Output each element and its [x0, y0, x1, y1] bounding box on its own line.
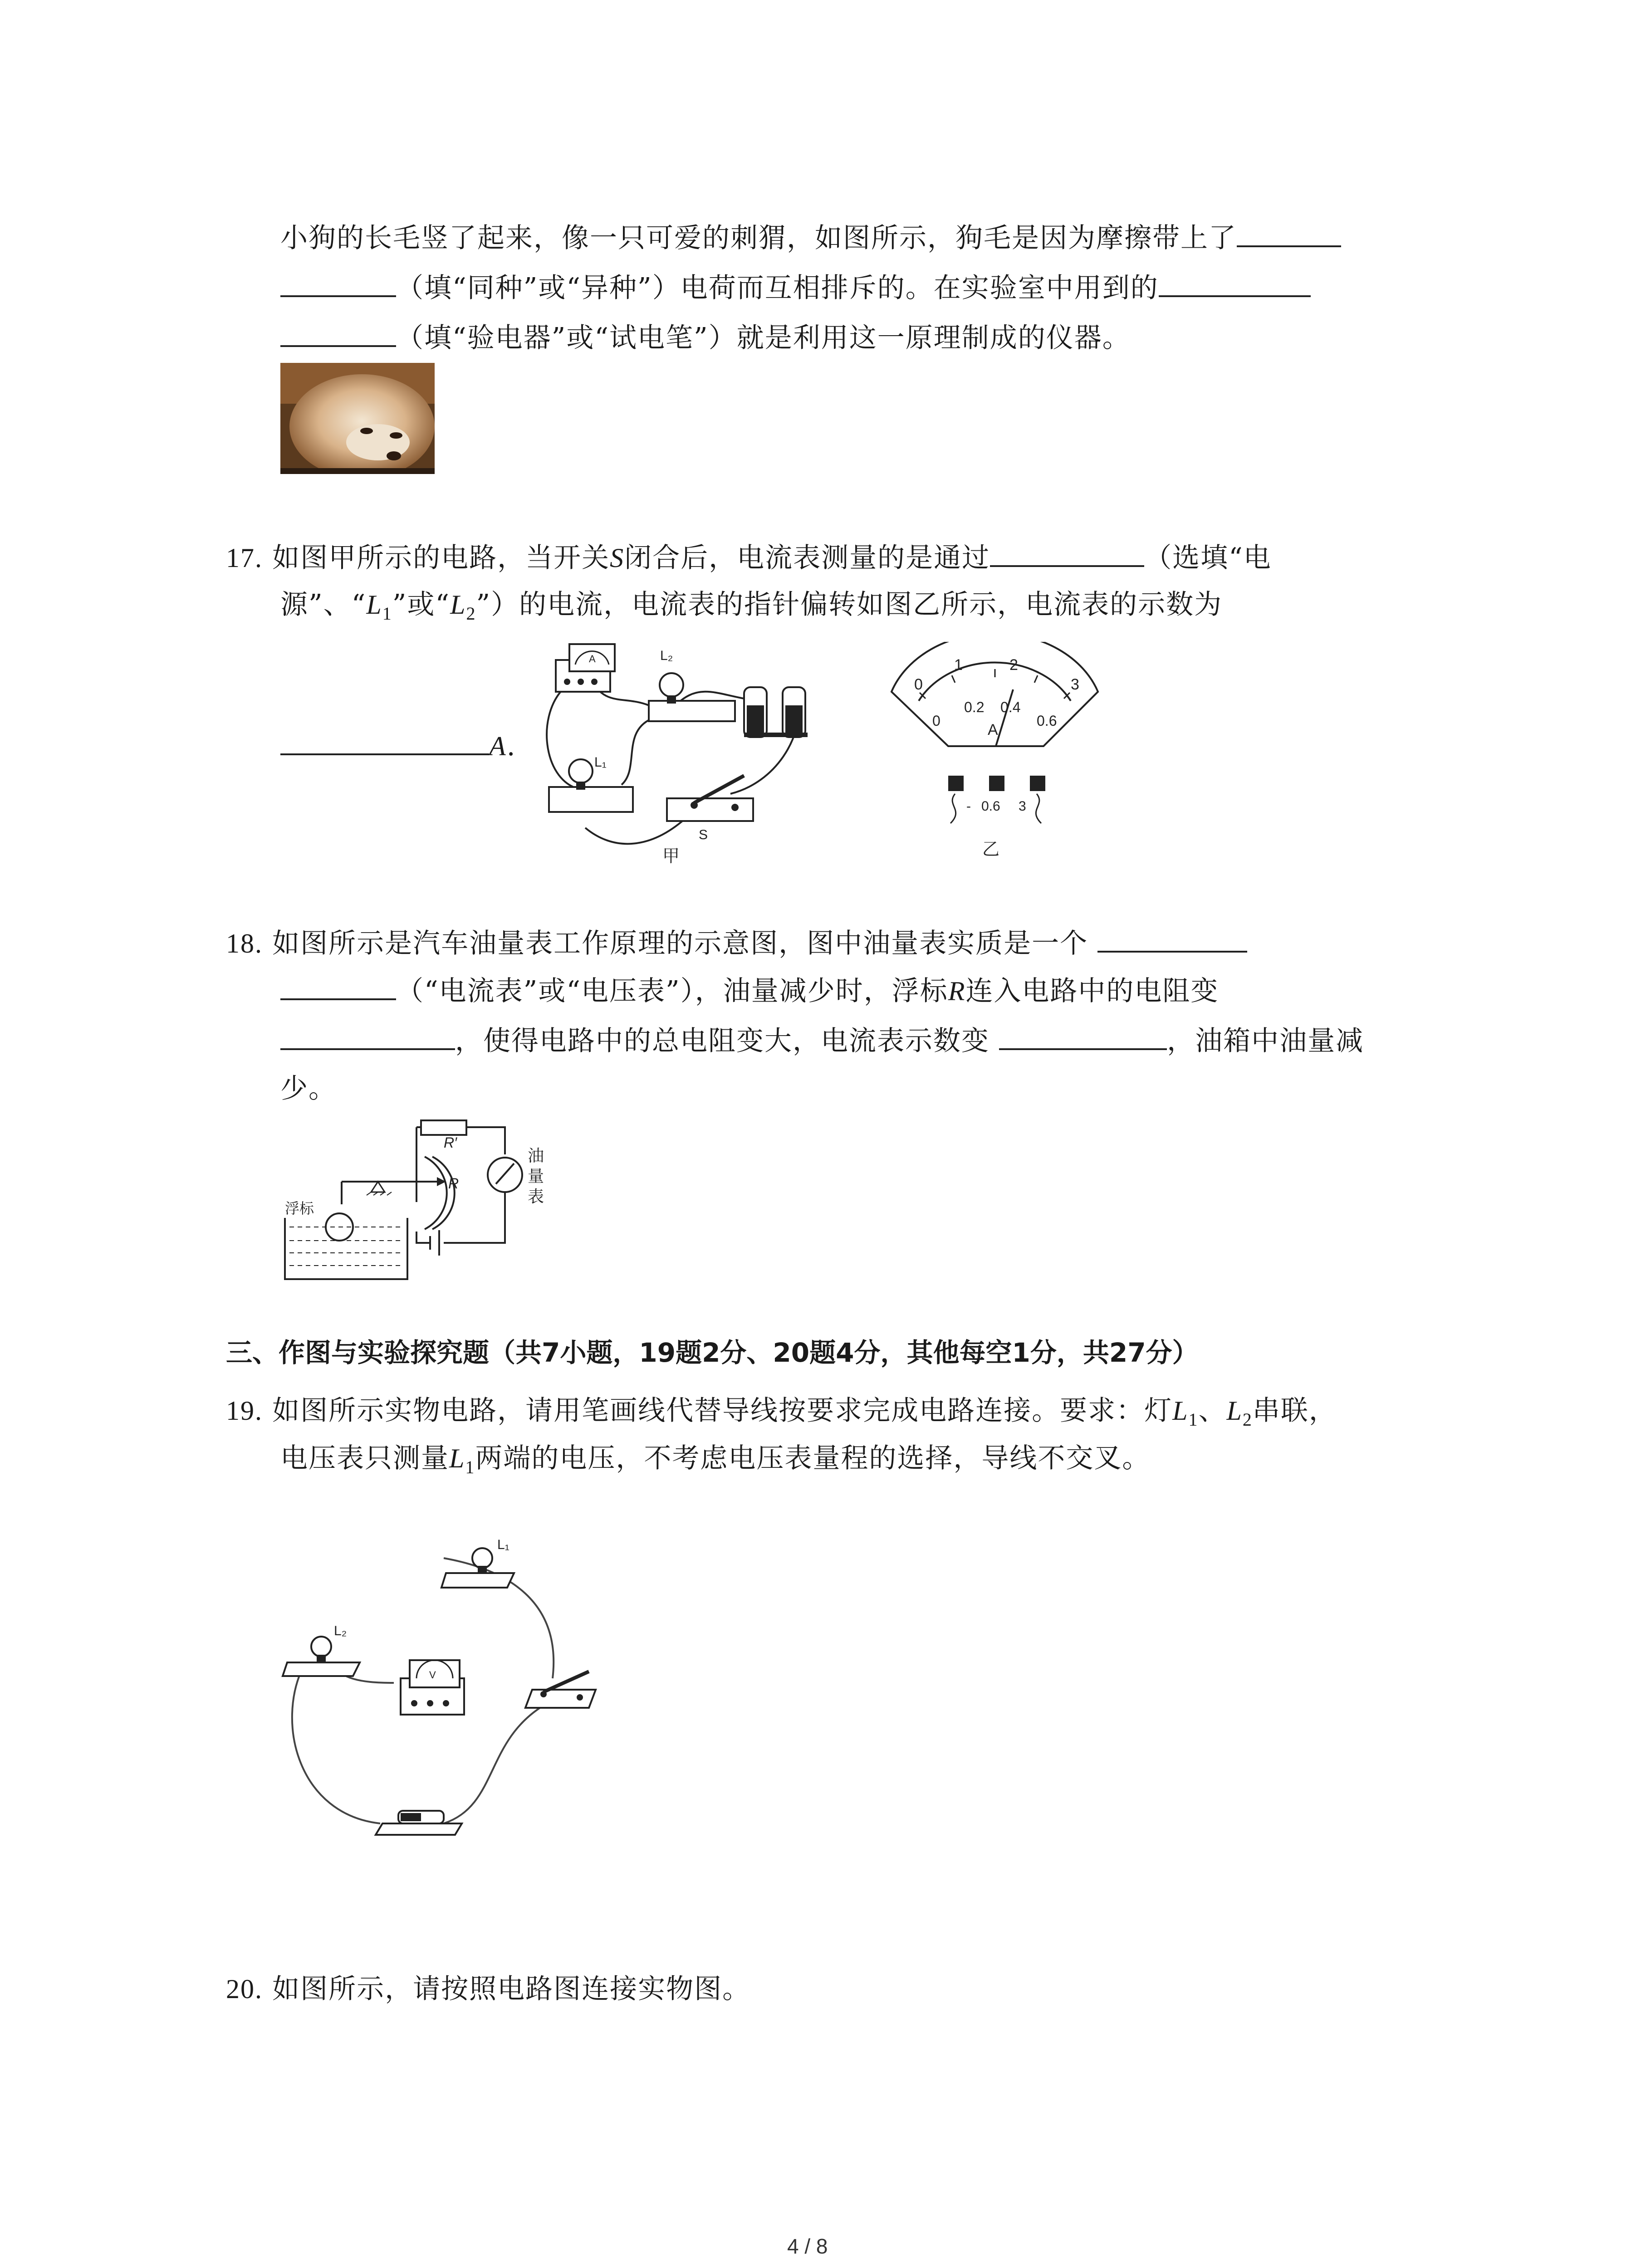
scale-bottom-2: 0.4 — [1000, 699, 1021, 715]
ammeter-device — [556, 644, 615, 692]
scale-top-1: 1 — [954, 656, 963, 674]
q16-text-3: （填“验电器”或“试电笔”）就是利用这一原理制成的仪器。 — [396, 322, 1131, 354]
svg-text:L₂: L₂ — [660, 648, 673, 663]
q18-line1 — [226, 923, 1247, 964]
q16-line3 — [280, 318, 1131, 358]
lamp-l1 — [549, 755, 633, 812]
label-r: R — [448, 1175, 459, 1192]
terminal-06: 0.6 — [981, 799, 1000, 814]
q17-l1-sub: 1 — [382, 603, 392, 624]
q16-blank-1a[interactable] — [1237, 218, 1341, 247]
q18-blank-2[interactable] — [280, 1021, 455, 1050]
q16-blank-1b[interactable] — [280, 268, 396, 297]
scale-bottom-0: 0 — [932, 713, 941, 729]
q17-text-2c: ”）的电流，电流表的指针偏转如图乙所示，电流表的示数为 — [476, 589, 1223, 621]
q18-line2 — [280, 971, 1219, 1012]
svg-text:A: A — [589, 653, 596, 665]
q17-circuit-figure — [531, 633, 876, 864]
q19-lamp-l2 — [283, 1623, 360, 1676]
q17-line1 — [226, 538, 1272, 578]
q16-blank-2b[interactable] — [280, 318, 396, 347]
q19-l1: L — [1172, 1396, 1189, 1426]
svg-text:L₁: L₁ — [594, 755, 607, 770]
q19-l2: L — [1226, 1396, 1243, 1426]
label-gauge-2: 量 — [528, 1167, 544, 1185]
q17-var-s: S — [610, 543, 625, 573]
q19-label-l1: L₁ — [497, 1537, 509, 1552]
q17-l2: L — [450, 590, 466, 620]
scale-top-0: 0 — [914, 676, 923, 693]
q18-text-2a: （“电流表”或“电压表”），油量减少时，浮标 — [396, 975, 948, 1007]
q18-var-r: R — [948, 976, 966, 1006]
q19-text-1a: 如图所示实物电路，请用笔画线代替导线按要求完成电路连接。要求：灯 — [272, 1395, 1173, 1427]
q19-line1 — [226, 1390, 1337, 1440]
q19-text-2b: 两端的电压，不考虑电压表量程的选择，导线不交叉。 — [475, 1442, 1151, 1474]
q17-text-2b: ”或“ — [392, 589, 451, 621]
q19-switch — [525, 1672, 596, 1708]
dog-photo — [280, 363, 435, 474]
q19-battery — [376, 1811, 462, 1835]
q17-text-1c: （选填“电 — [1144, 542, 1272, 574]
scale-a: A — [988, 721, 998, 738]
q18-oil-gauge-figure — [280, 1111, 562, 1284]
q19-label-v: V — [429, 1669, 436, 1681]
q17-number: 17. — [226, 543, 263, 573]
q18-number: 18. — [226, 929, 263, 958]
q19-text-2a: 电压表只测量 — [280, 1442, 449, 1474]
q19-sep: 、 — [1198, 1395, 1227, 1427]
q19-lamp-l1 — [441, 1537, 514, 1588]
scale-bottom-3: 0.6 — [1037, 713, 1057, 729]
battery-pack — [744, 687, 808, 737]
q20-number: 20. — [226, 1974, 263, 2004]
label-gauge-3: 表 — [528, 1187, 544, 1206]
q18-text-2b: 连入电路中的电阻变 — [965, 975, 1219, 1007]
lamp-l2 — [649, 648, 735, 721]
q19-voltmeter — [401, 1660, 464, 1715]
q19-l1-sub: 1 — [1188, 1409, 1199, 1430]
label-float: 浮标 — [285, 1200, 314, 1217]
q17-line2 — [280, 584, 1222, 634]
q16-line2 — [280, 268, 1311, 308]
label-r-prime: R′ — [444, 1134, 457, 1151]
q18-blank-3[interactable] — [999, 1021, 1167, 1050]
q17-unit: A — [489, 731, 507, 761]
q18-text-3b: ，油箱中油量减 — [1167, 1025, 1364, 1057]
fig-label-jia: 甲 — [662, 847, 680, 864]
q17-l2-sub: 2 — [466, 603, 476, 624]
scale-bottom-1: 0.2 — [964, 699, 985, 715]
q17-ammeter-scale — [887, 642, 1105, 860]
q19-line2 — [280, 1438, 1150, 1488]
q18-line3 — [280, 1021, 1364, 1061]
q16-text-1: 小狗的长毛竖了起来，像一只可爱的刺猬，如图所示，狗毛是因为摩擦带上了 — [280, 222, 1237, 254]
q17-blank-2[interactable] — [280, 726, 489, 755]
q19-number: 19. — [226, 1396, 263, 1426]
q19-circuit-figure — [280, 1533, 625, 1851]
q19-l1b: L — [449, 1443, 465, 1473]
terminal-3: 3 — [1019, 799, 1026, 814]
svg-text:S: S — [699, 827, 708, 842]
q19-text-1b: 串联， — [1252, 1395, 1337, 1427]
terminal-minus: - — [966, 799, 971, 814]
q17-text-1b: 闭合后，电流表测量的是通过 — [624, 542, 990, 574]
q17-blank-1[interactable] — [990, 538, 1144, 567]
q18-text-3a: ，使得电路中的总电阻变大，电流表示数变 — [455, 1025, 989, 1057]
page-number: 4 / 8 — [787, 2234, 828, 2258]
q20-text: 如图所示，请按照电路图连接实物图。 — [272, 1973, 751, 2005]
q16-text-2: （填“同种”或“异种”）电荷而互相排斥的。在实验室中用到的 — [396, 272, 1159, 304]
q18-blank-1b[interactable] — [280, 971, 396, 1000]
switch-s — [667, 776, 753, 842]
q17-text-2a: 源”、“ — [280, 589, 367, 621]
q17-period: . — [506, 730, 516, 762]
label-gauge-1: 油 — [528, 1146, 544, 1165]
fig-label-yi: 乙 — [982, 840, 1000, 859]
scale-top-2: 2 — [1009, 656, 1018, 674]
section-3-heading: 三、作图与实验探究题（共7小题，19题2分、20题4分，其他每空1分，共27分） — [226, 1337, 1199, 1368]
q18-blank-1a[interactable] — [1097, 924, 1247, 953]
q20-line1 — [226, 1969, 750, 2009]
q19-l1b-sub: 1 — [465, 1457, 475, 1477]
q17-text-1a: 如图甲所示的电路，当开关 — [272, 542, 610, 574]
q18-text-1: 如图所示是汽车油量表工作原理的示意图，图中油量表实质是一个 — [272, 928, 1088, 959]
q17-line3 — [280, 726, 516, 767]
q18-text-4: 少。 — [280, 1073, 337, 1105]
q19-l2-sub: 2 — [1242, 1409, 1253, 1430]
q18-line4 — [280, 1068, 337, 1109]
q17-l1: L — [366, 590, 382, 620]
q16-blank-2a[interactable] — [1159, 268, 1311, 297]
scale-top-3: 3 — [1071, 676, 1079, 693]
q19-label-l2: L₂ — [334, 1623, 347, 1638]
q16-line1 — [280, 218, 1341, 259]
